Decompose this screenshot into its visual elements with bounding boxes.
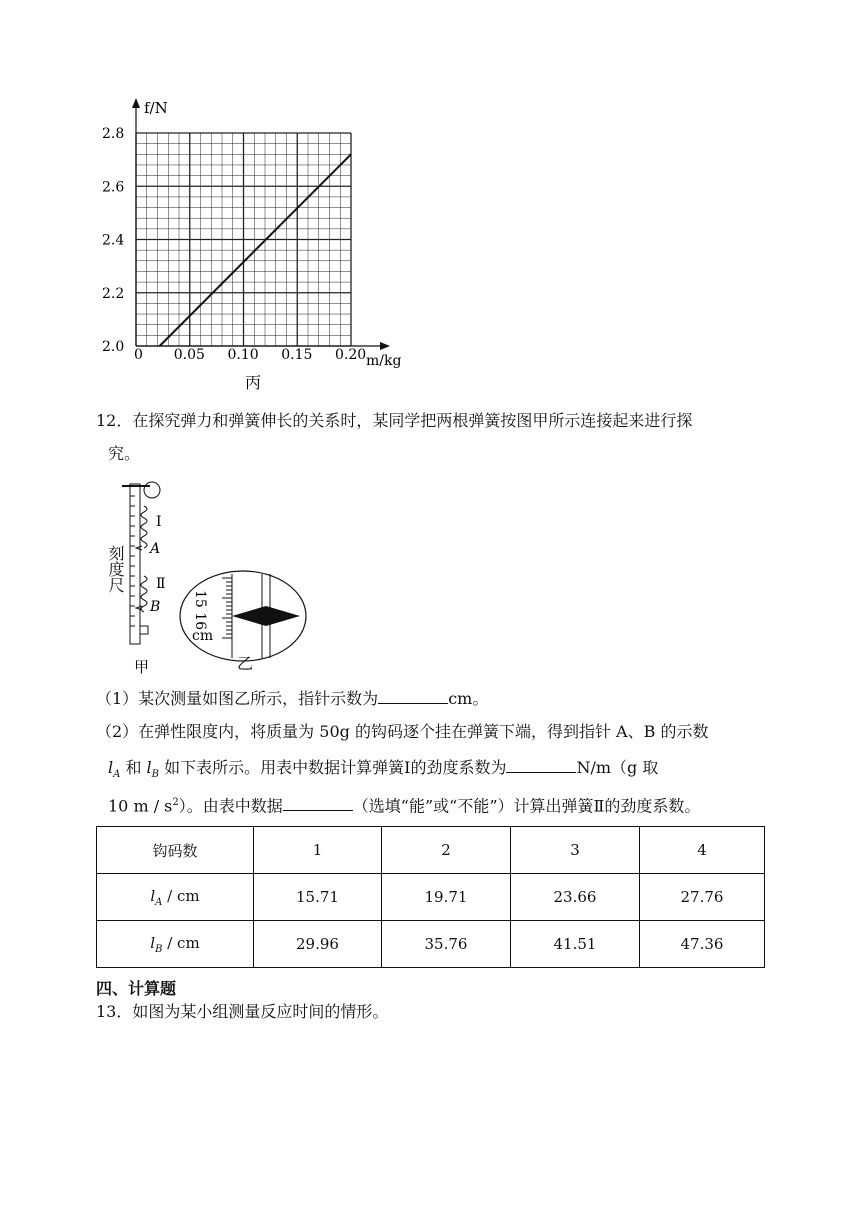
answer-blank-1[interactable]: [378, 689, 448, 704]
spring-2: [141, 576, 147, 612]
y-tick-label: 2.6: [102, 179, 125, 196]
scale-unit: cm: [192, 628, 214, 644]
table-cell: 23.66: [511, 874, 640, 921]
answer-blank-3[interactable]: [283, 796, 353, 811]
spring-1-label: Ⅰ: [156, 514, 162, 530]
table-cell: 41.51: [511, 921, 640, 968]
table-cell: 19.71: [382, 874, 511, 921]
q12-stem-line2: 究。: [108, 444, 141, 463]
table-header-cell: 钩码数: [97, 827, 254, 874]
x-axis-label: m/kg: [366, 353, 402, 369]
y-axis-label: f/N: [144, 99, 168, 117]
data-table: [96, 826, 765, 968]
graph-caption: 丙: [245, 373, 262, 392]
pointer-a-label: A: [150, 541, 161, 557]
q12-part2-line3: 10 m / $s^2$）。由表中数据 （选填“能”或“不能”）计算出弹簧Ⅱ的劲度系数。: [108, 796, 701, 816]
table-cell: 27.76: [640, 874, 765, 921]
origin-label: 0: [134, 347, 143, 363]
force-mass-graph: [100, 95, 420, 395]
table-header-cell: 3: [511, 827, 640, 874]
pointer-b-label: B: [150, 599, 161, 615]
q12-part1-unit: cm。: [448, 689, 489, 708]
table-row: [97, 921, 765, 968]
x-tick-label: 0.20: [335, 347, 367, 363]
weight: [140, 626, 148, 634]
q13-stem: 13．如图为某小组测量反应时间的情形。: [96, 1002, 389, 1021]
y-tick-label: 2.0: [102, 339, 125, 355]
table-row-label: $l_A$ / cm: [97, 874, 254, 921]
q12-part2-line2: $l_A$ 和 $l_B$ 如下表所示。用表中数据计算弹簧Ⅰ的劲度系数为 N/m（g 取: [108, 758, 659, 781]
table-cell: 47.36: [640, 921, 765, 968]
q12-part1-text: （1）某次测量如图乙所示，指针示数为: [96, 689, 379, 708]
ruler-label: 刻度尺: [106, 545, 125, 593]
table-cell: 35.76: [382, 921, 511, 968]
q12-part1: [96, 689, 488, 709]
spring-1: [141, 506, 147, 548]
figure-jia-caption: 甲: [134, 658, 150, 676]
y-tick-label: 2.2: [102, 285, 125, 302]
x-axis-arrow-icon: [380, 342, 390, 350]
table-row: [97, 874, 765, 921]
x-tick-label: 0.15: [281, 347, 313, 363]
q12-part2-line1: （2）在弹性限度内，将质量为 50g 的钩码逐个挂在弹簧下端，得到指针 A、B 的示数: [96, 722, 709, 741]
x-tick-label: 0.05: [173, 347, 205, 363]
spring-2-label: Ⅱ: [156, 576, 166, 592]
table-cell: 29.96: [254, 921, 382, 968]
answer-blank-2[interactable]: [506, 758, 576, 773]
section-4-title: 四、计算题: [96, 979, 177, 998]
hook-ring: [144, 482, 160, 498]
scale-numbers: 15 16: [192, 590, 208, 631]
y-tick-label: 2.4: [102, 232, 125, 249]
y-axis-arrow-icon: [132, 98, 140, 108]
q12-stem-line1: 12．在探究弹力和弹簧伸长的关系时，某同学把两根弹簧按图甲所示连接起来进行探: [96, 411, 693, 430]
y-tick-label: 2.8: [102, 126, 125, 142]
table-row-label: $l_B$ / cm: [97, 921, 254, 968]
figure-yi-caption: 乙: [237, 654, 254, 673]
table-header-cell: 1: [254, 827, 382, 874]
graph-grid: [136, 133, 351, 346]
ruler: [130, 484, 140, 644]
x-tick-label: 0.10: [227, 347, 259, 363]
table-header-cell: 4: [640, 827, 765, 874]
table-cell: 15.71: [254, 874, 382, 921]
table-header-row: [97, 827, 765, 874]
table-header-cell: 2: [382, 827, 511, 874]
